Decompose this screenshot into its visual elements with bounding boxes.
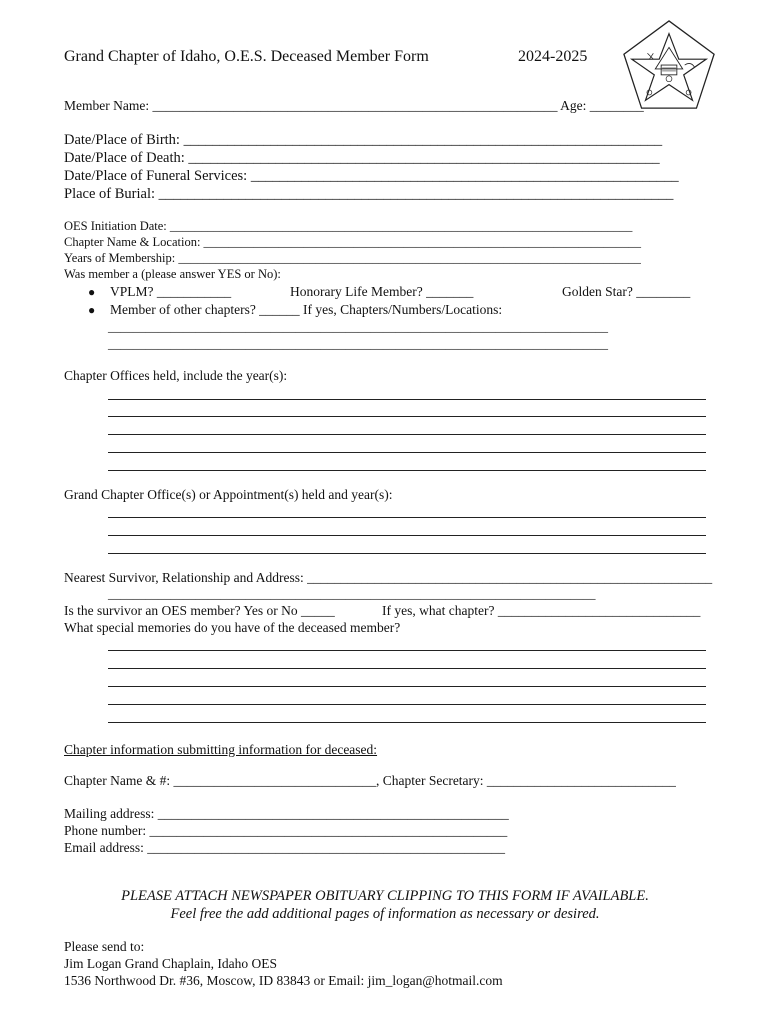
answer-line[interactable]	[108, 399, 706, 400]
member-name-field[interactable]: Member Name: ____________________________________________________________ Age: ________	[64, 98, 644, 113]
submitting-heading: Chapter information submitting information for deceased:	[64, 742, 378, 757]
answer-line[interactable]	[108, 452, 706, 453]
other-chapters-line[interactable]: ________________________________________________________________________________	[108, 337, 608, 351]
golden-star-field[interactable]: Golden Star? ________	[562, 284, 691, 299]
other-chapters-line[interactable]: ________________________________________________________________________________	[108, 320, 608, 334]
honorary-field[interactable]: Honorary Life Member? _______	[290, 284, 474, 299]
phone-number-field[interactable]: Phone number: _____________________________________________________	[64, 823, 508, 838]
answer-line[interactable]	[108, 517, 706, 518]
chapter-secretary-field[interactable]: Chapter Name & #: ______________________________, Chapter Secretary: ____________________________	[64, 773, 676, 788]
answer-line[interactable]	[108, 416, 706, 417]
vplm-field[interactable]: VPLM? ___________	[110, 284, 232, 299]
other-chapters-field[interactable]: Member of other chapters? ______ If yes, Chapters/Numbers/Locations:	[110, 302, 503, 317]
form-year: 2024-2025	[518, 48, 588, 65]
answer-line[interactable]	[108, 722, 706, 723]
send-to-name: Jim Logan Grand Chaplain, Idaho OES	[64, 956, 277, 971]
survivor-oes-field[interactable]: Is the survivor an OES member? Yes or No _____	[64, 603, 335, 618]
answer-line[interactable]	[108, 553, 706, 554]
burial-field[interactable]: Place of Burial: _______________________________________________________________________	[64, 186, 674, 202]
nearest-survivor-field[interactable]: Nearest Survivor, Relationship and Address: ____________________________________________________________	[64, 570, 713, 585]
notice-line-1: PLEASE ATTACH NEWSPAPER OBITUARY CLIPPING TO THIS FORM IF AVAILABLE.	[121, 888, 649, 904]
chapter-offices-label: Chapter Offices held, include the year(s):	[64, 368, 288, 383]
memories-label: What special memories do you have of the deceased member?	[64, 620, 401, 635]
death-field[interactable]: Date/Place of Death: _________________________________________________________________	[64, 150, 660, 166]
answer-line[interactable]	[108, 470, 706, 471]
answer-line[interactable]	[108, 668, 706, 669]
answer-line[interactable]	[108, 434, 706, 435]
years-membership-field[interactable]: Years of Membership: __________________________________________________________________________	[64, 251, 641, 265]
answer-line[interactable]	[108, 686, 706, 687]
funeral-field[interactable]: Date/Place of Funeral Services: ___________________________________________________________	[64, 168, 679, 184]
initiation-field[interactable]: OES Initiation Date: __________________________________________________________________________	[64, 219, 633, 233]
answer-line[interactable]	[108, 650, 706, 651]
bullet-icon: ●	[88, 303, 96, 317]
answer-line[interactable]	[108, 704, 706, 705]
email-address-field[interactable]: Email address: _____________________________________________________	[64, 840, 505, 855]
mailing-address-field[interactable]: Mailing address: ____________________________________________________	[64, 806, 509, 821]
chapter-location-field[interactable]: Chapter Name & Location: ______________________________________________________________________	[64, 235, 642, 249]
was-member-label: Was member a (please answer YES or No):	[64, 267, 281, 281]
grand-offices-label: Grand Chapter Office(s) or Appointment(s) held and year(s):	[64, 487, 393, 502]
answer-line[interactable]	[108, 535, 706, 536]
notice-line-2: Feel free the add additional pages of information as necessary or desired.	[170, 906, 600, 922]
send-to-address: 1536 Northwood Dr. #36, Moscow, ID 83843 or Email: jim_logan@hotmail.com	[64, 973, 503, 988]
bullet-icon: ●	[88, 285, 96, 299]
survivor-address-line[interactable]: ______________________________________________________________________________	[108, 587, 596, 601]
send-to-label: Please send to:	[64, 939, 145, 954]
survivor-chapter-field[interactable]: If yes, what chapter? ______________________________	[382, 603, 701, 618]
birth-field[interactable]: Date/Place of Birth: __________________________________________________________________	[64, 132, 663, 148]
form-title: Grand Chapter of Idaho, O.E.S. Deceased Member Form	[64, 48, 429, 65]
